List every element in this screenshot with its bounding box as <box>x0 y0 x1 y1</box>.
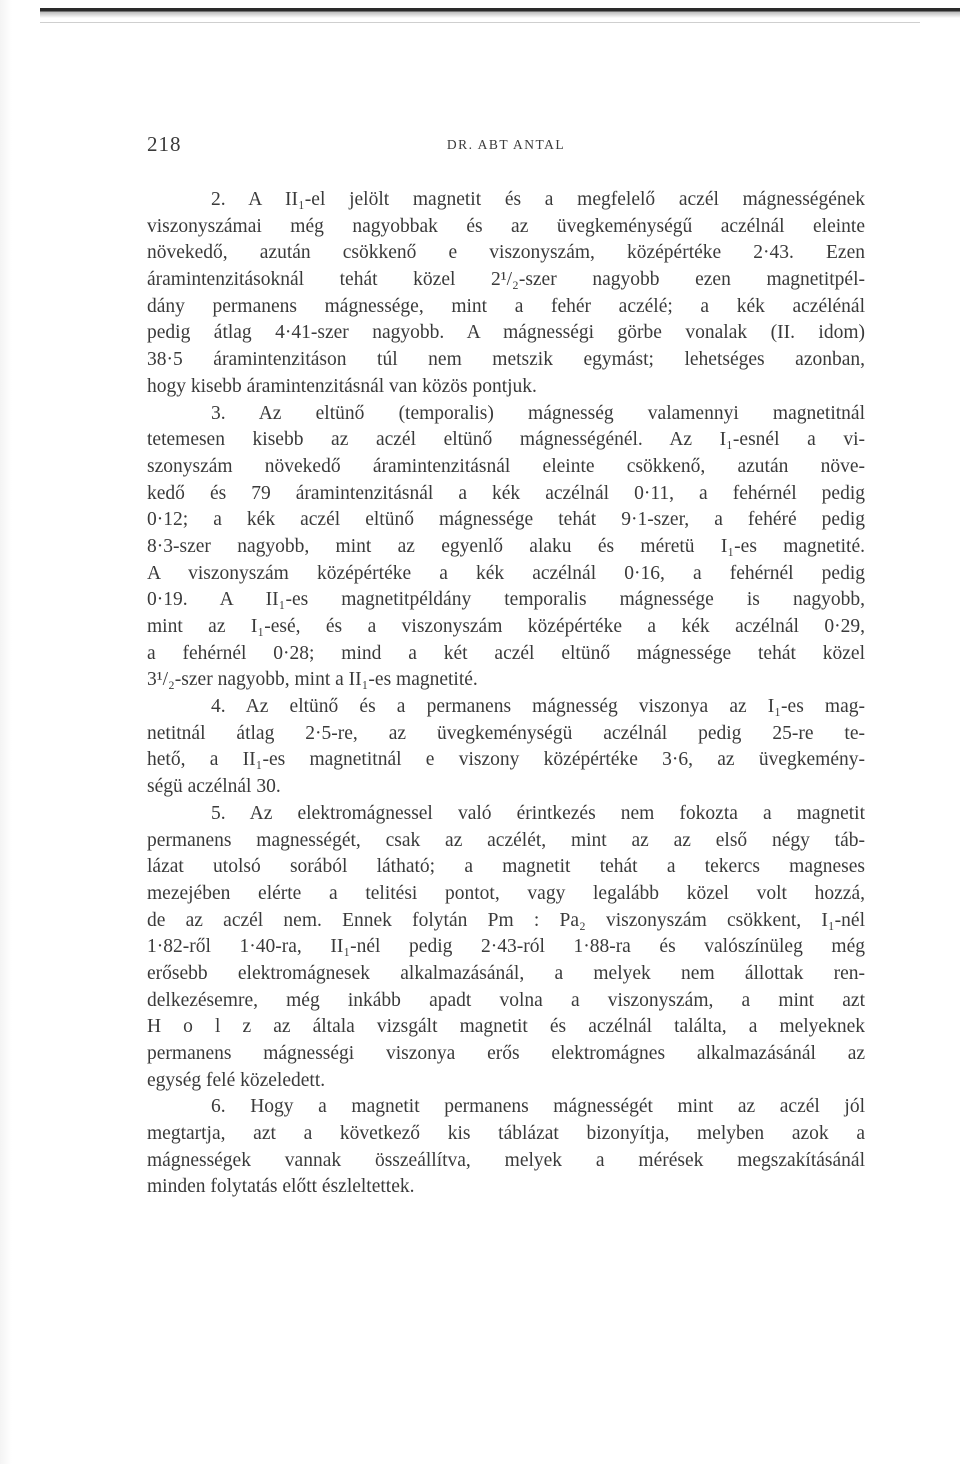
text-line: szonyszám növekedő áramintenzitásnál eleinte csökkenő, azután növe- <box>147 455 865 477</box>
text-line: 0·12; a kék aczél eltünő mágnessége tehát 9·1-szer, a fehéré pedig <box>147 509 865 531</box>
text-line: mezejében elérte a telitési pontot, vagy legalább közel volt hozzá, <box>147 882 865 904</box>
text-line: erősebb elektromágnesek alkalmazásánál, a melyek nem állottak ren- <box>147 962 865 984</box>
text-line: delkezésemre, még inkább apadt volna a viszonyszám, a mint azt <box>147 989 865 1011</box>
page-header <box>147 132 865 162</box>
text-line: tetemesen kisebb az aczél eltünő mágnességénél. Az I₁-esnél a vi- <box>147 429 865 451</box>
text-line: növekedő, azután csökkenő e viszonyszám, középértéke 2·43. Ezen <box>147 242 865 264</box>
text-line: H o l z az általa vizsgált magnetit és aczélnál találta, a melyeknek <box>147 1016 865 1038</box>
text-line: hető, a II₁-es magnetitnál e viszony középértéke 3·6, az üvegkemény- <box>147 749 865 771</box>
text-line: permanens mágnességi viszonya erős elektromágnes alkalmazásánál az <box>147 1043 865 1064</box>
text-line: ségü aczélnál 30. <box>147 776 281 798</box>
text-line: 3. Az eltünő (temporalis) mágnesség valamennyi magnetitnál <box>211 402 865 424</box>
text-line: 38·5 áramintenzitáson túl nem metszik egymást; lehetséges azonban, <box>147 349 865 371</box>
top-border-rule <box>40 8 960 18</box>
text-line: 2. A II₁-el jelölt magnetit és a megfelelő aczél mágnességének <box>211 189 865 210</box>
text-line: mágnességek vannak összeállítva, melyek a mérések megszakításánál <box>147 1149 865 1171</box>
page-edge-shadow <box>0 0 12 1464</box>
text-line: 1·82-ről 1·40-ra, II₁-nél pedig 2·43-ról 1·88-ra és valószínüleg még <box>147 936 865 958</box>
text-line: 3¹/₂-szer nagyobb, mint a II₁-es magnetité. <box>147 669 478 691</box>
text-line: lázat utolsó sorából látható; a magnetit tehát a tekercs magneses <box>147 856 865 878</box>
page-number: 218 <box>147 132 182 156</box>
text-line: pedig átlag 4·41-szer nagyobb. A mágnességi görbe vonalak (II. idom) <box>147 322 865 344</box>
text-line: A viszonyszám középértéke a kék aczélnál 0·16, a fehérnél pedig <box>147 562 865 584</box>
text-line: a fehérnél 0·28; mind a két aczél eltünő mágnessége tehát közel <box>147 642 865 664</box>
text-line: mint az I₁-esé, és a viszonyszám középértéke a kék aczélnál 0·29, <box>147 616 865 637</box>
body-text <box>147 187 865 1201</box>
text-line: dány permanens mágnessége, mint a fehér aczélé; a kék aczélénál <box>147 295 865 317</box>
text-line: viszonyszámai még nagyobbak és az üvegkeménységű aczélnál eleinte <box>147 215 865 237</box>
text-line: minden folytatás előtt észleltettek. <box>147 1176 415 1198</box>
running-head: DR. ABT ANTAL <box>446 137 566 152</box>
text-line: permanens magnességét, csak az aczélét, mint az az első négy táb- <box>147 829 865 851</box>
text-line: hogy kisebb áramintenzitásnál van közös pontjuk. <box>147 375 537 397</box>
text-line: megtartja, azt a következő kis táblázat bizonyítja, melyben azok a <box>147 1123 865 1145</box>
text-line: 6. Hogy a magnetit permanens mágnességét mint az aczél jól <box>211 1096 865 1118</box>
text-line: egység felé közeledett. <box>147 1069 326 1091</box>
text-line: 0·19. A II₁-es magnetitpéldány temporalis mágnessége is nagyobb, <box>147 589 865 611</box>
text-line: 5. Az elektromágnessel való érintkezés nem fokozta a magnetit <box>211 802 865 824</box>
text-line: áramintenzitásoknál tehát közel 2¹/₂-szer nagyobb ezen magnetitpél- <box>147 269 865 291</box>
text-line: 8·3-szer nagyobb, mint az egyenlő alaku és méretü I₁-es magnetité. <box>147 535 865 557</box>
text-line: de az aczél nem. Ennek folytán Pm : Pa₂ viszonyszám csökkent, I₁-nél <box>147 909 865 931</box>
text-line: kedő és 79 áramintenzitásnál a kék aczélnál 0·11, a fehérnél pedig <box>147 482 865 504</box>
text-line: netitnál átlag 2·5-re, az üvegkeménységü aczélnál pedig 25-re te- <box>147 722 865 744</box>
text-line: 4. Az eltünő és a permanens mágnesség viszonya az I₁-es mag- <box>211 696 865 718</box>
top-thin-rule <box>40 22 920 23</box>
